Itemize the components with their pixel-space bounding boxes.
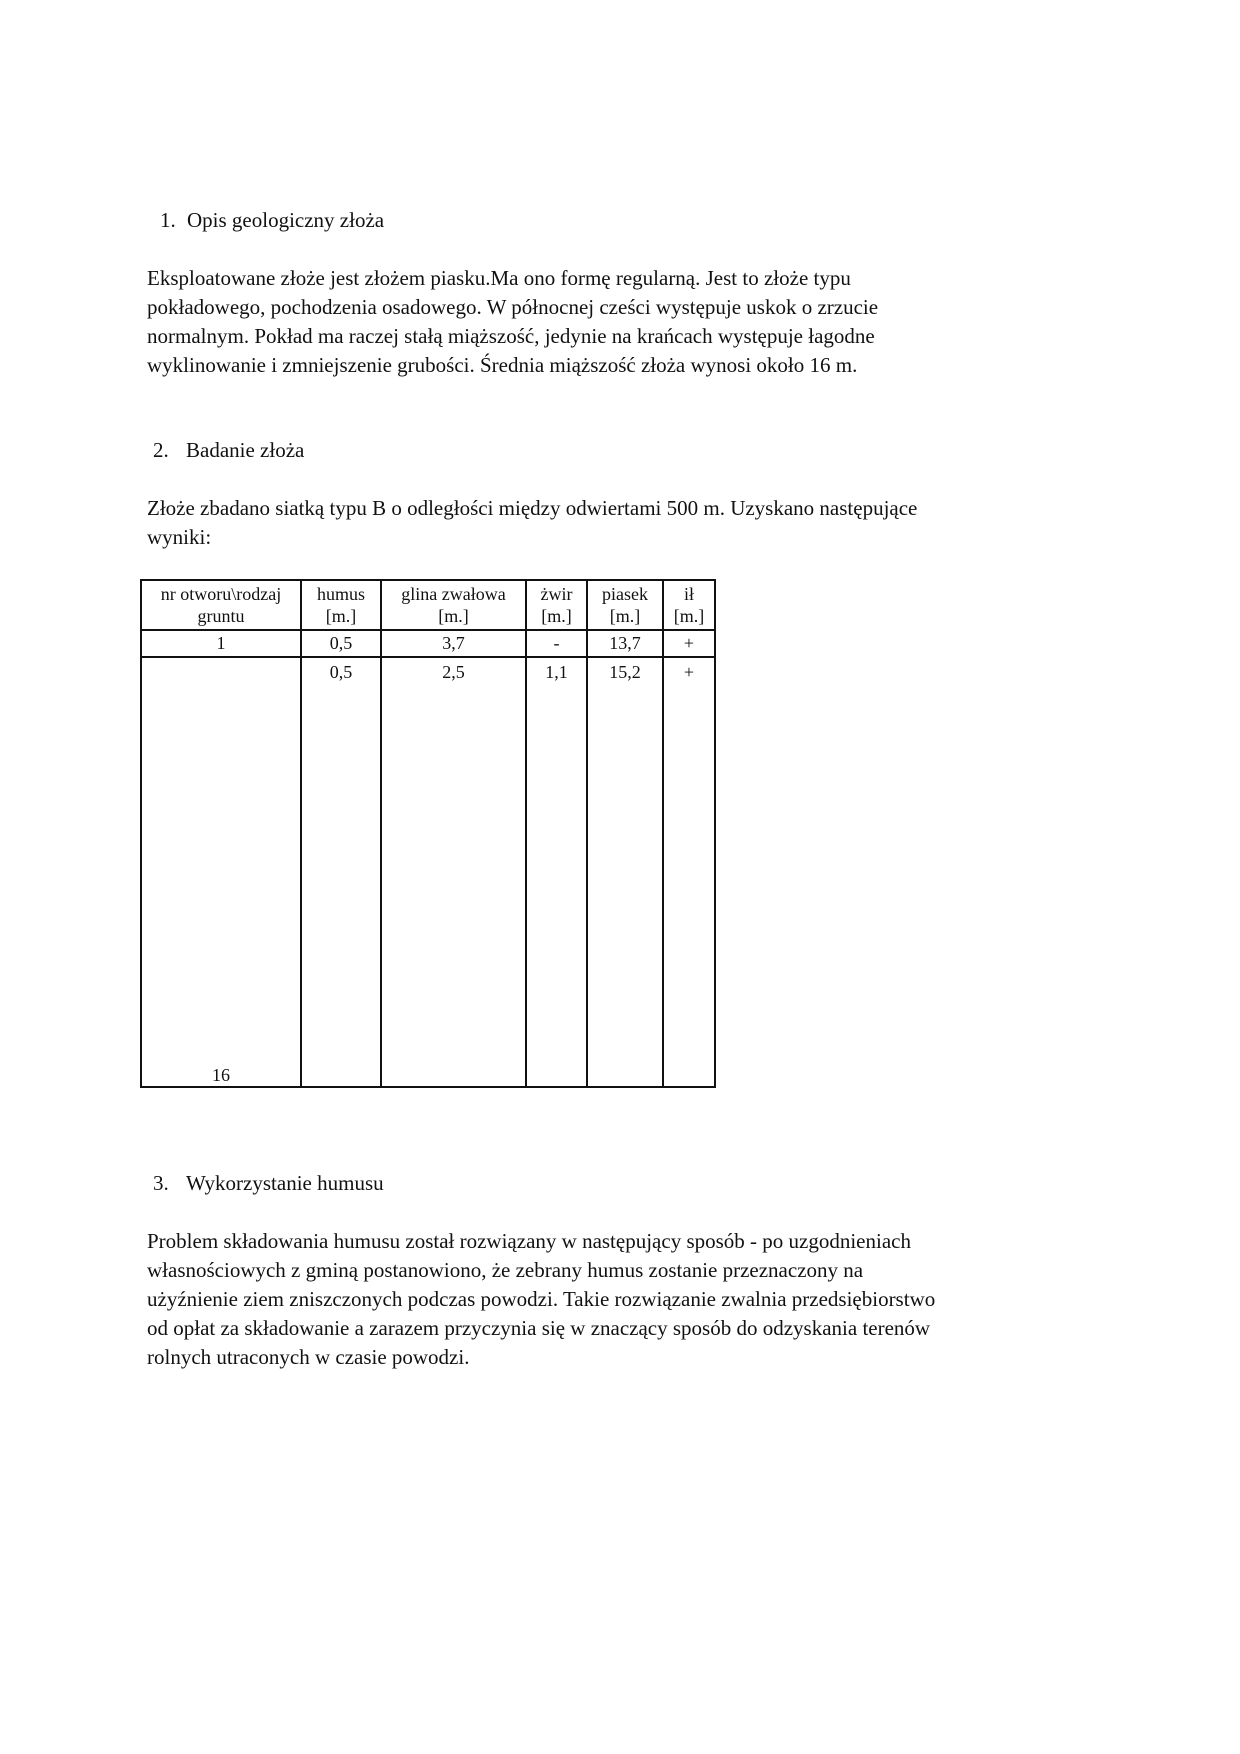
table-header-row (141, 580, 715, 630)
paragraph-line: od opłat za składowanie a zarazem przyczynia się w znaczący sposób do odzyskania terenów (147, 1316, 931, 1340)
table-cell: 0,5 (301, 657, 381, 1087)
table-cell: 2,5 (381, 657, 526, 1087)
section-2-title: Badanie złoża (186, 438, 305, 462)
table-cell: 13,7 (587, 630, 663, 657)
table-cell: + (663, 657, 715, 1087)
paragraph-line: własnościowych z gminą postanowiono, że zebrany humus zostanie przeznaczony na (147, 1258, 864, 1282)
table-row (141, 657, 715, 1087)
column-header-piasek: piasek [m.] (587, 580, 663, 630)
paragraph-line: użyźnienie ziem zniszczonych podczas powodzi. Takie rozwiązanie zwalnia przedsiębiorstwo (147, 1287, 936, 1311)
table-cell: 16 (141, 657, 301, 1087)
table-cell: 3,7 (381, 630, 526, 657)
column-header-humus: humus [m.] (301, 580, 381, 630)
column-header-il: ił [m.] (663, 580, 715, 630)
section-3-heading (153, 1169, 384, 1197)
paragraph-line: Problem składowania humusu został rozwiązany w następujący sposób - po uzgodnieniach (147, 1229, 911, 1253)
table-cell: 1 (141, 630, 301, 657)
paragraph-line: wyklinowanie i zmniejszenie grubości. Średnia miąższość złoża wynosi około 16 m. (147, 353, 858, 377)
table-cell: 0,5 (301, 630, 381, 657)
section-1-paragraph (147, 264, 1107, 380)
section-1-heading (160, 206, 384, 234)
section-1-number: 1. (160, 208, 176, 232)
section-2-paragraph (147, 494, 1107, 552)
table-cell: 15,2 (587, 657, 663, 1087)
table-cell: 1,1 (526, 657, 587, 1087)
column-header-zwir: żwir [m.] (526, 580, 587, 630)
borehole-results-table (140, 579, 716, 1088)
column-header-borehole: nr otworu\rodzaj gruntu (141, 580, 301, 630)
section-3-number: 3. (153, 1171, 169, 1195)
table-cell: + (663, 630, 715, 657)
section-1-title: Opis geologiczny złoża (187, 208, 385, 232)
section-3-paragraph (147, 1227, 1107, 1372)
section-3-title: Wykorzystanie humusu (186, 1171, 384, 1195)
paragraph-line: Złoże zbadano siatką typu B o odległości między odwiertami 500 m. Uzyskano następujące (147, 496, 918, 520)
section-2-number: 2. (153, 438, 169, 462)
table-row (141, 630, 715, 657)
paragraph-line: pokładowego, pochodzenia osadowego. W północnej cześci występuje uskok o zrzucie (147, 295, 879, 319)
paragraph-line: wyniki: (147, 525, 212, 549)
section-2-heading (153, 436, 304, 464)
paragraph-line: Eksploatowane złoże jest złożem piasku.Ma ono formę regularną. Jest to złoże typu (147, 266, 851, 290)
paragraph-line: rolnych utraconych w czasie powodzi. (147, 1345, 470, 1369)
paragraph-line: normalnym. Pokład ma raczej stałą miąższość, jedynie na krańcach występuje łagodne (147, 324, 875, 348)
table-cell: - (526, 630, 587, 657)
column-header-glina: glina zwałowa [m.] (381, 580, 526, 630)
